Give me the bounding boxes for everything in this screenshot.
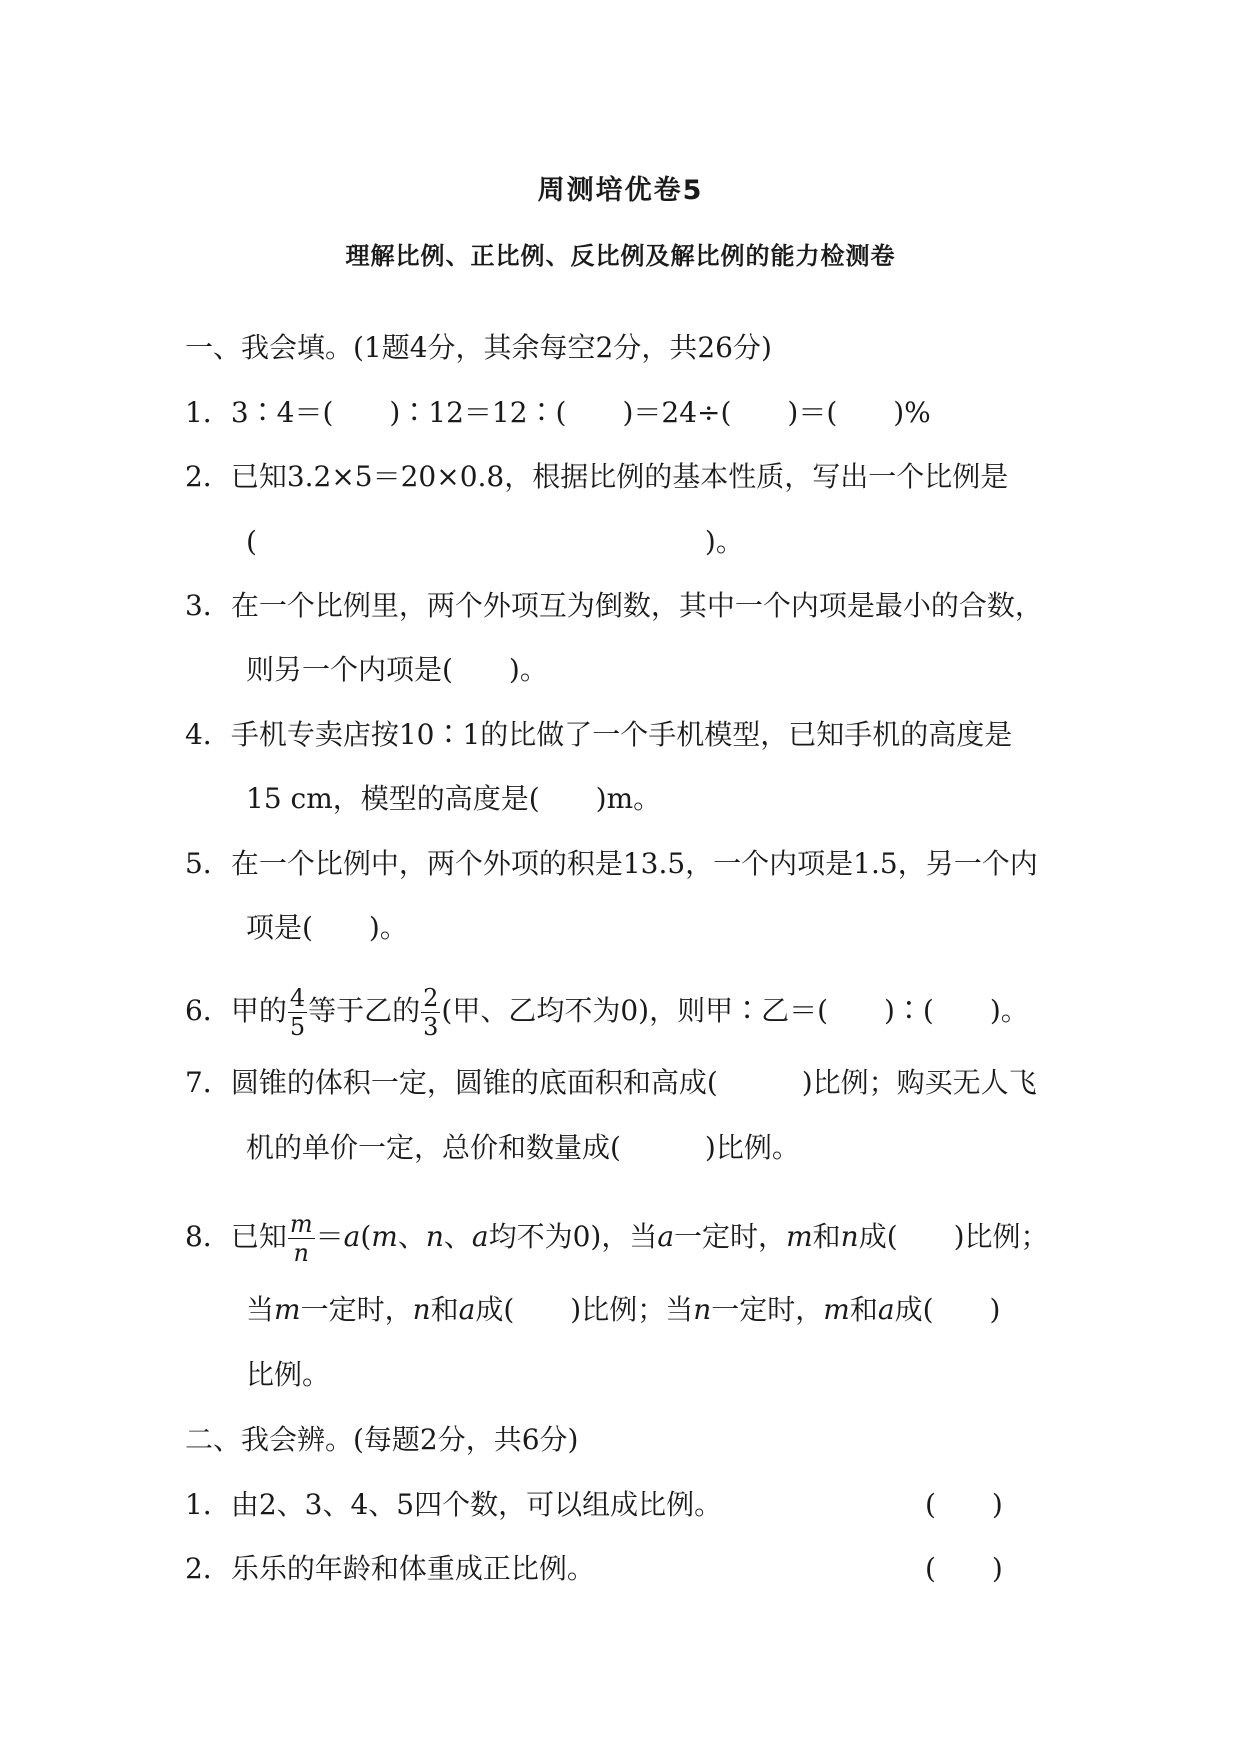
fraction-denominator: 5 bbox=[289, 1013, 306, 1041]
question-1-7-line2: 机的单价一定，总价和数量成( )比例。 bbox=[246, 1131, 800, 1164]
fraction-denominator: 3 bbox=[423, 1013, 439, 1041]
q8-text: 均不为0)，当 bbox=[488, 1220, 658, 1253]
q8-text: ＝ bbox=[315, 1220, 344, 1253]
fraction-four-fifths bbox=[288, 984, 307, 1041]
fraction-m-over-n bbox=[288, 1210, 315, 1267]
fraction-denominator bbox=[288, 1239, 315, 1267]
q8-text: 成( )比例；当 bbox=[475, 1293, 694, 1326]
fraction-two-thirds bbox=[421, 984, 440, 1041]
q8-text: 、 bbox=[397, 1220, 426, 1253]
answer-parenthesis: ( ) bbox=[925, 1552, 1003, 1585]
question-1-4-line1: 4．手机专卖店按10∶1的比做了一个手机模型，已知手机的高度是 bbox=[185, 718, 1013, 751]
q8-text: 成( )比例； bbox=[858, 1220, 1049, 1253]
var-n: n bbox=[293, 1239, 309, 1267]
fraction-numerator: 2 bbox=[423, 984, 439, 1012]
var-m: m bbox=[823, 1293, 850, 1326]
q6-text-b: 等于乙的 bbox=[308, 994, 421, 1027]
var-a: a bbox=[343, 1220, 361, 1253]
var-n: n bbox=[693, 1293, 712, 1326]
question-1-3-line1: 3．在一个比例里，两个外项互为倒数，其中一个内项是最小的合数， bbox=[185, 589, 1043, 622]
question-1-2-line1: 2．已知3.2×5＝20×0.8，根据比例的基本性质，写出一个比例是 bbox=[185, 460, 1009, 493]
var-m: m bbox=[274, 1293, 301, 1326]
question-2-2: 2．乐乐的年龄和体重成正比例。 bbox=[185, 1552, 595, 1585]
q8-text: 一定时， bbox=[711, 1293, 824, 1326]
section1-heading: 一、我会填。(1题4分，其余每空2分，共26分) bbox=[185, 331, 772, 364]
page-subtitle: 理解比例、正比例、反比例及解比例的能力检测卷 bbox=[345, 242, 896, 270]
var-n: n bbox=[840, 1220, 859, 1253]
page-title: 周测培优卷5 bbox=[537, 175, 704, 206]
q8-text: 和 bbox=[430, 1293, 459, 1326]
question-1-6 bbox=[185, 984, 1029, 1041]
question-1-4-line2: 15 cm，模型的高度是( )m。 bbox=[246, 782, 662, 815]
question-1-8-line1 bbox=[185, 1210, 1049, 1267]
var-n: n bbox=[425, 1220, 444, 1253]
question-1-8-line3: 比例。 bbox=[246, 1358, 331, 1391]
question-1-8-line2 bbox=[246, 1292, 1000, 1328]
var-a: a bbox=[877, 1293, 895, 1326]
q8-text: 一定时， bbox=[300, 1293, 413, 1326]
answer-parenthesis: ( ) bbox=[925, 1488, 1003, 1521]
q8-text: 当 bbox=[246, 1293, 275, 1326]
question-1-5-line1: 5．在一个比例中，两个外项的积是13.5，一个内项是1.5，另一个内 bbox=[185, 847, 1038, 880]
var-m: m bbox=[786, 1220, 813, 1253]
var-m: m bbox=[289, 1210, 313, 1238]
fraction-numerator: 4 bbox=[289, 984, 306, 1012]
q6-text-a: 6．甲的 bbox=[185, 994, 287, 1027]
question-1-2-line2: ( )。 bbox=[246, 525, 744, 558]
question-1-7-line1: 7．圆锥的体积一定，圆锥的底面积和高成( )比例；购买无人飞 bbox=[185, 1066, 1037, 1099]
var-m: m bbox=[371, 1220, 398, 1253]
q8-text: 和 bbox=[849, 1293, 878, 1326]
q8-text: 、 bbox=[443, 1220, 472, 1253]
question-1-5-line2: 项是( )。 bbox=[246, 911, 408, 944]
question-2-1: 1．由2、3、4、5四个数，可以组成比例。 bbox=[185, 1488, 723, 1521]
var-a: a bbox=[471, 1220, 489, 1253]
q8-text: 和 bbox=[812, 1220, 841, 1253]
question-1-1: 1．3∶4＝( )∶12＝12∶( )＝24÷( )＝( )% bbox=[185, 396, 931, 429]
fraction-numerator bbox=[288, 1210, 315, 1239]
q8-text: 一定时， bbox=[674, 1220, 787, 1253]
var-n: n bbox=[412, 1293, 431, 1326]
var-a: a bbox=[657, 1220, 675, 1253]
q8-text: 8．已知 bbox=[185, 1220, 287, 1253]
section2-heading: 二、我会辨。(每题2分，共6分) bbox=[185, 1423, 579, 1456]
var-a: a bbox=[458, 1293, 476, 1326]
q8-text: 成( ) bbox=[894, 1293, 1001, 1326]
question-1-3-line2: 则另一个内项是( )。 bbox=[246, 653, 548, 686]
q6-text-c: (甲、乙均不为0)，则甲∶乙＝( )∶( )。 bbox=[441, 994, 1029, 1027]
q8-text: ( bbox=[360, 1220, 372, 1253]
